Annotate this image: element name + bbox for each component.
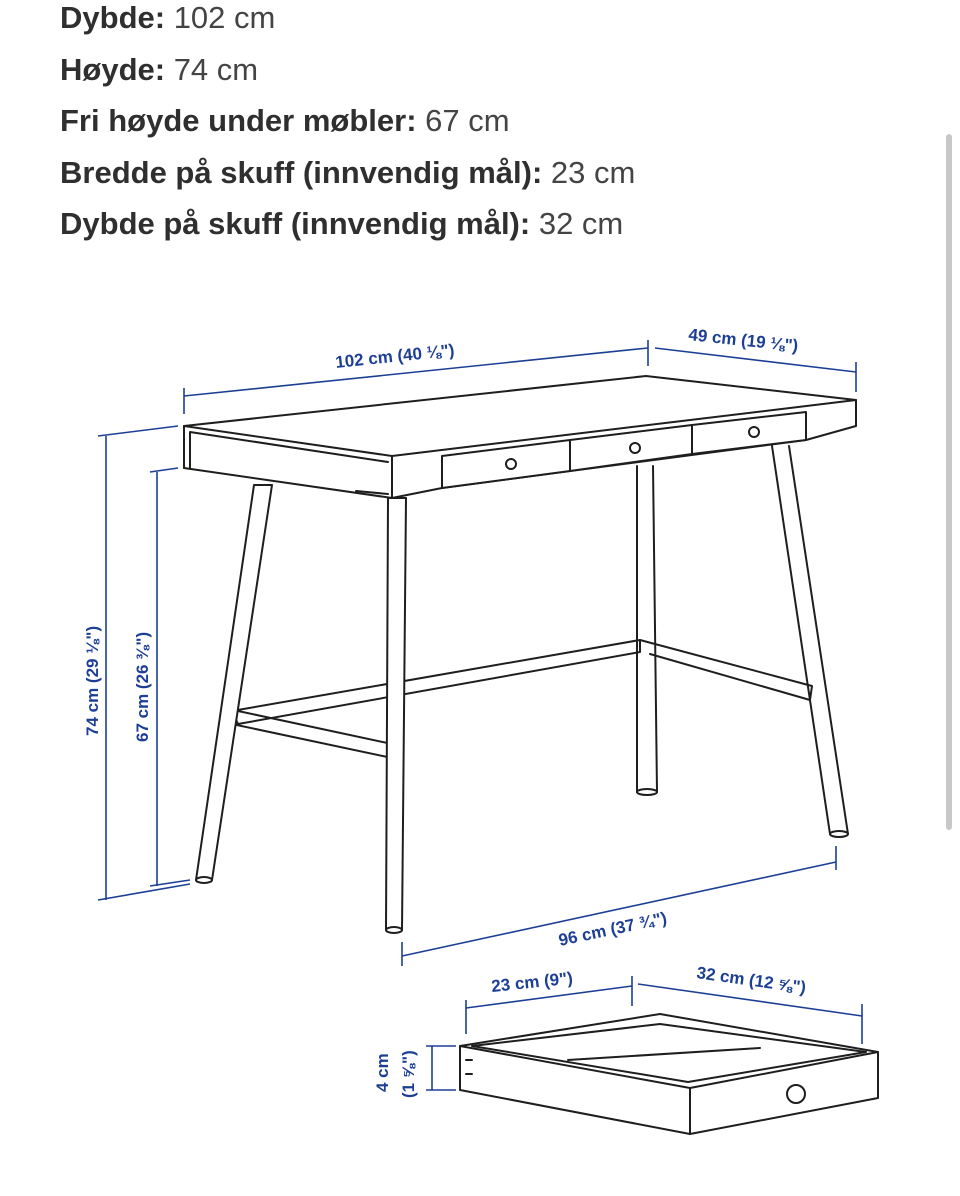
label-height-clear: 67 cm (26 ⅜") <box>133 631 152 742</box>
label-drawer-width: 23 cm (9") <box>490 968 574 996</box>
spec-value: 67 cm <box>416 103 510 138</box>
label-width-bottom: 96 cm (37 ¾") <box>556 908 669 950</box>
spec-label: Fri høyde under møbler: <box>60 103 417 138</box>
label-drawer-height-inch: (1 ⅝") <box>399 1050 418 1098</box>
label-width-top: 102 cm (40 ⅛") <box>334 340 456 372</box>
spec-value: 23 cm <box>542 154 636 190</box>
spec-label: Dybde: <box>60 0 166 35</box>
spec-value: 74 cm <box>165 51 259 87</box>
spec-label: Dybde på skuff (innvendig mål): <box>60 206 531 241</box>
label-depth-top: 49 cm (19 ⅛") <box>687 325 800 356</box>
spec-value: 32 cm <box>530 206 624 241</box>
desk-front-legs <box>196 485 406 933</box>
spec-label: Bredde på skuff (innvendig mål): <box>60 154 543 190</box>
label-drawer-height: 4 cm <box>373 1053 392 1092</box>
spec-label: Høyde: <box>60 51 166 87</box>
desk-back-legs <box>637 446 848 837</box>
label-drawer-depth: 32 cm (12 ⅝") <box>695 963 808 998</box>
spec-value: 102 cm <box>165 0 276 35</box>
loose-drawer <box>460 1014 878 1134</box>
desk-stretchers <box>232 640 812 758</box>
label-height-total: 74 cm (29 ⅛") <box>83 625 102 736</box>
